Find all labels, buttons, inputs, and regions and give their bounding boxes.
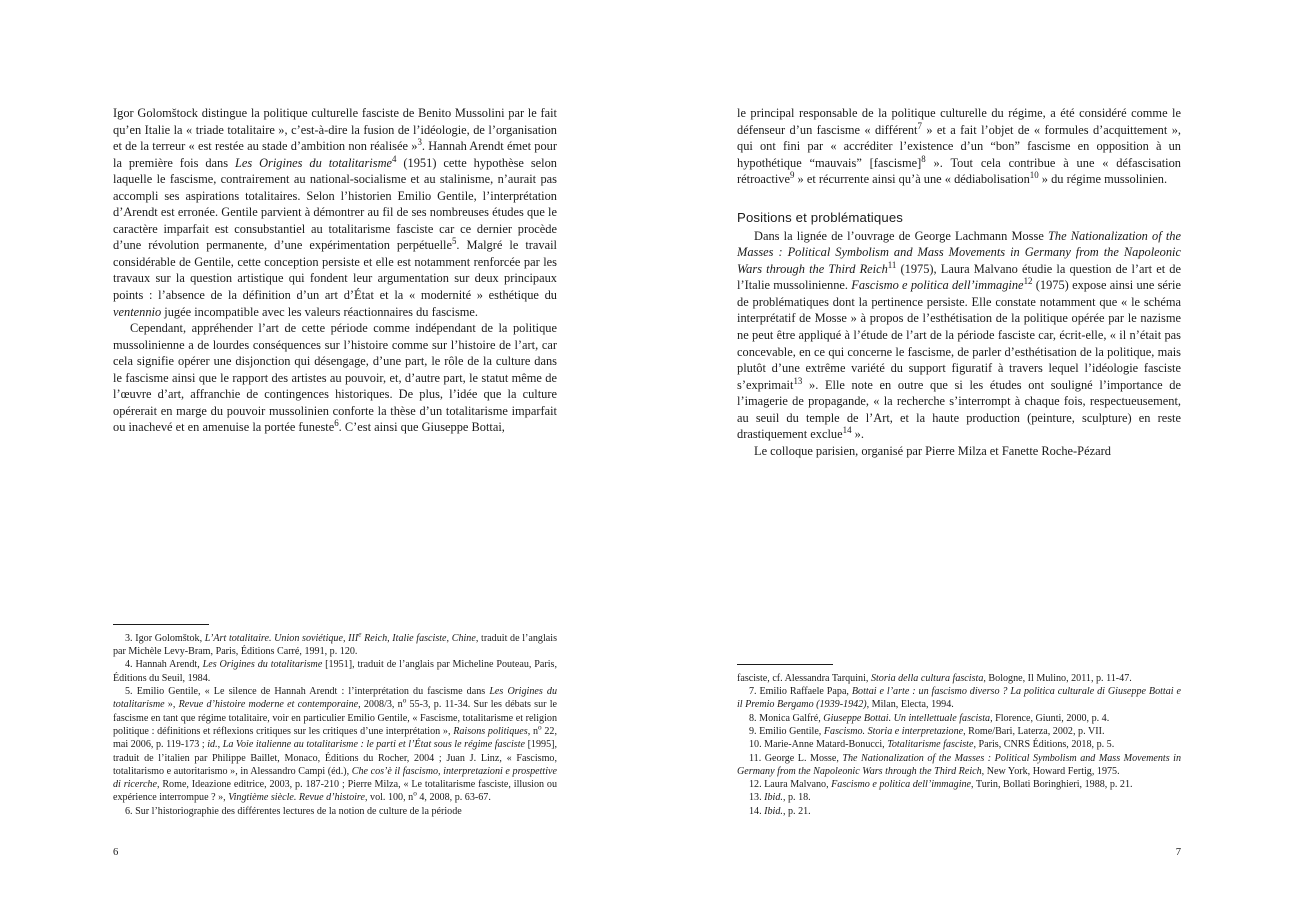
left-page-textblock xyxy=(113,105,557,436)
footnote-7: 7. Emilio Raffaele Papa, Bottai e l’arte : un fascismo diverso ? La politica culturale di Giuseppe Bottai e il Premio Bergamo (1939-1942), Milan, Electa, 1994. xyxy=(737,686,1181,711)
footnote-11: 11. George L. Mosse, The Nationalization of the Masses : Political Symbolism and Mass Movements in Germany from the Napoleonic Wars through the Third Reich, New York, Howard Fertig, 1975. xyxy=(737,752,1181,777)
footnote-4: 4. Hannah Arendt, Les Origines du totalitarisme [1951], traduit de l’anglais par Micheline Pouteau, Paris, Éditions du Seuil, 1984. xyxy=(113,659,557,684)
footnote-9: 9. Emilio Gentile, Fascismo. Storia e interpretazione, Rome/Bari, Laterza, 2002, p. VII. xyxy=(749,725,1105,737)
footnote-3: 3. Igor Golomštok, L’Art totalitaire. Union soviétique, IIIe Reich, Italie fasciste, Chine, traduit de l’anglais par Michèle Levy-Bram, Paris, Éditions Carré, 1991, p. 120. xyxy=(113,630,557,658)
footnote-rule xyxy=(113,624,209,625)
paragraph: Cependant, appréhender l’art de cette période comme indépendant de la politique mussolinienne a de lourdes conséquences sur l’histoire comme sur l’histoire de l’art, car cela signifie opérer une disjonction qui désengage, d’une part, le rôle de la culture dans le fascisme ainsi que le rapport des artistes au pouvoir, et, d’autre part, le statut même de l’œuvre d’art, affranchie de contingences historiques. De plus, l’idée que la culture opérerait en marge du pouvoir mussolinien conforte la thèse d’un totalitarisme imparfait ou inachevé et en amenuise la portée funeste$^6$. C’est ainsi que Giuseppe Bottai, xyxy=(113,321,557,435)
footnote-8: 8. Monica Galfré, Giuseppe Bottai. Un intellettuale fascista, Florence, Giunti, 2000, p. 4. xyxy=(749,712,1110,724)
left-page-footnotes xyxy=(113,624,557,818)
footnote-6-continued: fasciste, cf. Alessandra Tarquini, Storia della cultura fascista, Bologne, Il Mulino, 2011, p. 11-47. xyxy=(737,672,1132,684)
right-page-footnotes xyxy=(737,664,1181,818)
folio-right: 7 xyxy=(1175,847,1181,858)
section-heading: Positions et problématiques xyxy=(737,209,904,225)
footnote-5: 5. Emilio Gentile, « Le silence de Hannah Arendt : l’interprétation du fascisme dans Les Origines du totalitarisme », Revue d’histoire moderne et contemporaine, 2008/3, $n^o$ 55-3, p. 11-34. Sur les débats sur le fascisme en tant que régime totalitaire, voir en particulier Emilio Gentile, « Fascisme, totalitarisme et religion politique : définitions et réflexions critiques sur les critiques d’une interprétation », Raisons politiques, $n^o$ 22, mai 2006, p. 119-173 ; id., La Voie italienne au totalitarisme : le parti et l’État sous le régime fasciste [1995], traduit de l’italien par Philippe Baillet, Monaco, Éditions du Rocher, 2004 ; Juan J. Linz, « Fascismo, totalitarismo e autoritarismo », in Alessandro Campi (éd.), Che cos’è il fascismo, interpretazioni e prospettive di ricerche, Rome, Ideazione editrice, 2003, p. 187-210 ; Pierre Milza, « Le totalitarisme fasciste, illusion ou expérience interrompue ? », Vingtième siècle. Revue d’histoire, vol. 100, $n^o$ 4, 2008, p. 63-67. xyxy=(113,686,558,804)
footnote-12: 12. Laura Malvano, Fascismo e politica dell’immagine, Turin, Bollati Boringhieri, 1988, p. 21. xyxy=(749,779,1133,791)
page-right xyxy=(647,0,1294,913)
footnote-rule xyxy=(737,664,833,665)
paragraph: Dans la lignée de l’ouvrage de George Lachmann Mosse The Nationalization of the Masses : Political Symbolism and Mass Movements in Germany from the Napoleonic Wars through the Third Reich$^{11}$ (1975), Laura Malvano étudie la question de l’art et de l’Italie mussolinienne. Fascismo e politica dell’immagine$^{12}$ (1975) expose ainsi une série de problématiques dont la pertinence persiste. Elle constate notamment que « le schéma interprétatif de Mosse » à propos de l’esthétisation de la politique opérée par le nazisme ne peut être appliqué à l’étude de l’art de la période fasciste car, écrit-elle, « il n’était pas concevable, en ce qui concerne le fascisme, de parler d’esthétisation de la politique, mais plutôt d’une extrême variété du support figuratif à travers lequel l’idéologie fasciste s’exprimait$^{13}$ ». Elle note en outre que si les études ont souligné l’importance de l’imagerie de propagande, « la recherche s’interrompt à chaque fois, respectueusement, au seuil du temple de l’Art, et la haute production (peinture, sculpture) en reste drastiquement exclue$^{14}$ ». xyxy=(737,228,1182,442)
footnote-10: 10. Marie-Anne Matard-Bonucci, Totalitarisme fasciste, Paris, CNRS Éditions, 2018, p. 5. xyxy=(749,739,1115,751)
paragraph: Igor Golomštock distingue la politique culturelle fasciste de Benito Mussolini par le fait qu’en Italie la « triade totalitaire », c’est-à-dire la fusion de l’idéologie, de l’organisation et de la terreur « est restée au stade d’ambition non réalisée »$^3$. Hannah Arendt émet pour la première fois dans Les Origines du totalitarisme$^4$ (1951) cette hypothèse selon laquelle le fascisme, contrairement au national-socialisme et au stalinisme, n’aurait pas accompli ses aspirations totalitaires. Selon l’historien Emilio Gentile, l’interprétation d’Arendt est erronée. Gentile parvient à démontrer au fil de ses nombreuses études que le caractère imparfait est consubstantiel au totalitarisme fasciste car ce dernier procède d’une révolution permanente, d’une expérimentation perpétuelle$^5$. Malgré le travail considérable de Gentile, cette conception persiste et elle est notamment renforcée par les travaux sur la question artistique qui fondent leur argumentation sur deux principaux points : l’absence de la définition d’un art d’État et la « modernité » esthétique du ventennio jugée incompatible avec les valeurs réactionnaires du fascisme. xyxy=(113,106,557,319)
paragraph: Le colloque parisien, organisé par Pierre Milza et Fanette Roche-Pézard xyxy=(754,443,1111,458)
footnote-6: 6. Sur l’historiographie des différentes lectures de la notion de culture de la période xyxy=(125,805,462,817)
folio-left: 6 xyxy=(113,847,119,858)
paragraph-continued: le principal responsable de la politique culturelle du régime, a été considéré comme le défenseur d’un fascisme « différent$^7$ » et a fait l’objet de « formules d’acquittement », qui ont fini par « accréditer l’existence d’un “bon” fascisme en opposition à un hypothétique “mauvais” [fascisme]$^8$ ». Tout cela contribue à une « défascisation rétroactive$^9$ » et récurrente ainsi qu’à une « dédiabolisation$^{10}$ » du régime mussolinien. xyxy=(737,106,1181,187)
footnote-13: 13. Ibid., p. 18. xyxy=(749,792,811,804)
right-page-textblock xyxy=(737,105,1181,459)
footnote-14: 14. Ibid., p. 21. xyxy=(749,805,811,817)
